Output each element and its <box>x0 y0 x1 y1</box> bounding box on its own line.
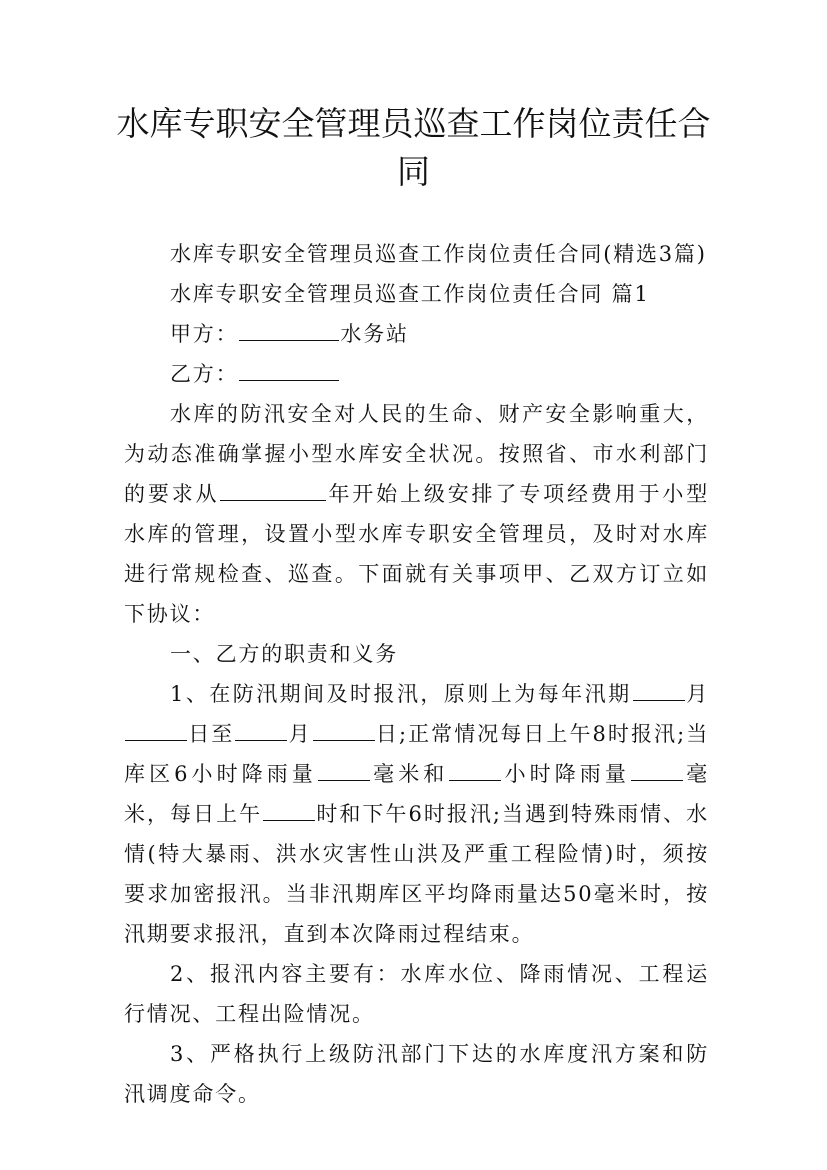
item-1-text-2: 月 <box>685 682 709 706</box>
year-blank <box>220 478 326 501</box>
party-a-blank <box>239 318 339 341</box>
item-1-text-1: 1、在防汛期间及时报汛，原则上为每年汛期 <box>170 682 632 706</box>
intro-text-2: 年开始上级安排了专项经费用于小型水库的管理，设置小型水库专职安全管理员，及时对水库进行常规检查、巡查。下面就有关事项甲、乙双方订立如下协议： <box>124 482 709 626</box>
party-b-blank <box>239 358 339 381</box>
party-b-label: 乙方： <box>170 362 239 386</box>
section-heading: 水库专职安全管理员巡查工作岗位责任合同 篇1 <box>170 282 650 306</box>
end-day-blank <box>313 718 375 741</box>
party-a-line <box>124 314 709 354</box>
item-1-text-3: 日至 <box>188 722 235 746</box>
document-title: 水库专职安全管理员巡查工作岗位责任合同 <box>116 104 711 191</box>
party-a-label: 甲方： <box>170 322 239 346</box>
rain-6h-blank <box>318 758 370 781</box>
start-day-blank <box>125 718 187 741</box>
start-month-blank <box>633 678 685 701</box>
intro-text-1: 水库的防汛安全对人民的生命、财产安全影响重大，为动态准确掌握小型水库安全状况。按照省、市水利部门的要求从 <box>124 402 709 506</box>
report-hour-blank <box>263 798 315 821</box>
end-month-blank <box>235 718 287 741</box>
item-1-text-8: 毫米，每日上午 <box>124 762 710 826</box>
item-3-paragraph: 3、严格执行上级防汛部门下达的水库度汛方案和防汛调度命令。 <box>124 1042 709 1106</box>
item-1-text-7: 小时降雨量 <box>502 762 630 786</box>
item-1-text-6: 毫米和 <box>370 762 449 786</box>
party-b-line <box>124 354 709 394</box>
intro-paragraph <box>124 394 709 634</box>
item-1-text-9: 时和下午6时报汛;当遇到特殊雨情、水情(特大暴雨、洪水灾害性山洪及严重工程险情)时，须按要求加密报汛。当非汛期库区平均降雨量达50毫米时，按汛期要求报汛，直到本次降雨过程结束。 <box>124 802 709 946</box>
party-a-suffix: 水务站 <box>340 322 409 346</box>
item-1-text-5: 日;正常情况每日上午8时报汛;当库区6小时降雨量 <box>124 722 709 786</box>
hours-blank <box>449 758 501 781</box>
subtitle-line: 水库专职安全管理员巡查工作岗位责任合同(精选3篇) <box>170 242 707 266</box>
item-1-paragraph <box>124 674 709 954</box>
item-2-paragraph: 2、报汛内容主要有：水库水位、降雨情况、工程运行情况、工程出险情况。 <box>124 962 709 1026</box>
item-1-text-4: 月 <box>288 722 312 746</box>
rain-amount-blank <box>631 758 683 781</box>
document-body <box>124 234 709 1114</box>
heading-duties: 一、乙方的职责和义务 <box>170 642 398 666</box>
